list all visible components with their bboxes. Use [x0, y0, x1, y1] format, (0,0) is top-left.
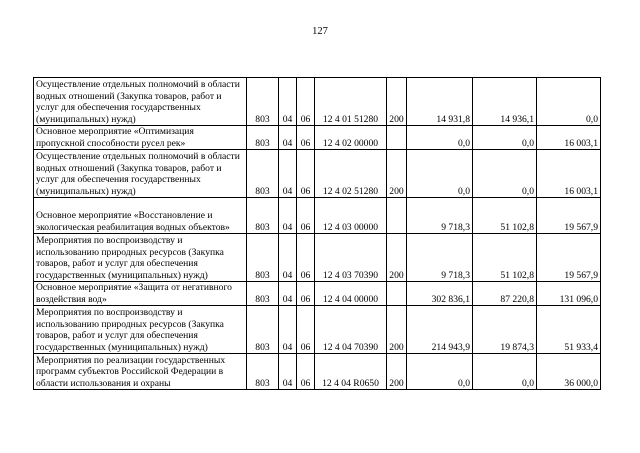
section-code-cell: 04 [279, 126, 297, 150]
expense-type-cell [387, 282, 407, 306]
amount-year2-cell: 0,0 [473, 354, 537, 390]
row-name-cell: Мероприятия по воспроизводству и использованию природных ресурсов (Закупка товаров, работ и услуг для обеспечения государственных (муниципальных) нужд) [34, 306, 247, 354]
subsection-code-cell: 06 [297, 306, 315, 354]
target-article-cell: 12 4 03 70390 [315, 234, 387, 282]
amount-year3-cell: 0,0 [537, 78, 601, 126]
subsection-code-cell: 06 [297, 354, 315, 390]
ministry-code-cell: 803 [247, 126, 279, 150]
row-name-cell: Мероприятия по воспроизводству и использованию природных ресурсов (Закупка товаров, работ и услуг для обеспечения государственных (муниципальных) нужд) [34, 234, 247, 282]
section-code-cell: 04 [279, 306, 297, 354]
amount-year2-cell: 87 220,8 [473, 282, 537, 306]
ministry-code-cell: 803 [247, 234, 279, 282]
subsection-code-cell: 06 [297, 234, 315, 282]
row-name-cell: Осуществление отдельных полномочий в области водных отношений (Закупка товаров, работ и услуг для обеспечения государственных (муниципальных) нужд) [34, 78, 247, 126]
section-code-cell: 04 [279, 354, 297, 390]
target-article-cell: 12 4 02 00000 [315, 126, 387, 150]
target-article-cell: 12 4 03 00000 [315, 198, 387, 234]
amount-year2-cell: 51 102,8 [473, 198, 537, 234]
target-article-cell: 12 4 04 70390 [315, 306, 387, 354]
amount-year3-cell: 131 096,0 [537, 282, 601, 306]
amount-year3-cell: 19 567,9 [537, 198, 601, 234]
subsection-code-cell: 06 [297, 282, 315, 306]
amount-year3-cell: 36 000,0 [537, 354, 601, 390]
subsection-code-cell: 06 [297, 150, 315, 198]
row-name-cell: Основное мероприятие «Восстановление и экологическая реабилитация водных объектов» [34, 198, 247, 234]
amount-year1-cell: 0,0 [407, 150, 473, 198]
table-row [34, 282, 601, 306]
amount-year2-cell: 19 874,3 [473, 306, 537, 354]
row-name-cell: Осуществление отдельных полномочий в области водных отношений (Закупка товаров, работ и услуг для обеспечения государственных (муниципальных) нужд) [34, 150, 247, 198]
table-row [34, 78, 601, 126]
ministry-code-cell: 803 [247, 150, 279, 198]
amount-year3-cell: 16 003,1 [537, 126, 601, 150]
table-row [34, 198, 601, 234]
amount-year1-cell: 14 931,8 [407, 78, 473, 126]
target-article-cell: 12 4 02 51280 [315, 150, 387, 198]
target-article-cell: 12 4 04 00000 [315, 282, 387, 306]
expense-type-cell [387, 126, 407, 150]
target-article-cell: 12 4 01 51280 [315, 78, 387, 126]
table-row [34, 234, 601, 282]
amount-year1-cell: 0,0 [407, 126, 473, 150]
table-row [34, 126, 601, 150]
subsection-code-cell: 06 [297, 198, 315, 234]
subsection-code-cell: 06 [297, 126, 315, 150]
table-row [34, 354, 601, 390]
expense-type-cell: 200 [387, 78, 407, 126]
amount-year1-cell: 0,0 [407, 354, 473, 390]
amount-year3-cell: 19 567,9 [537, 234, 601, 282]
amount-year1-cell: 302 836,1 [407, 282, 473, 306]
amount-year1-cell: 214 943,9 [407, 306, 473, 354]
amount-year2-cell: 0,0 [473, 126, 537, 150]
amount-year1-cell: 9 718,3 [407, 234, 473, 282]
expense-type-cell: 200 [387, 150, 407, 198]
row-name-cell: Основное мероприятие «Защита от негативного воздействия вод» [34, 282, 247, 306]
section-code-cell: 04 [279, 150, 297, 198]
amount-year2-cell: 51 102,8 [473, 234, 537, 282]
expense-type-cell [387, 198, 407, 234]
amount-year2-cell: 0,0 [473, 150, 537, 198]
budget-table [33, 77, 601, 390]
amount-year3-cell: 16 003,1 [537, 150, 601, 198]
expense-type-cell: 200 [387, 306, 407, 354]
section-code-cell: 04 [279, 78, 297, 126]
ministry-code-cell: 803 [247, 306, 279, 354]
table-row [34, 306, 601, 354]
table-row [34, 150, 601, 198]
section-code-cell: 04 [279, 234, 297, 282]
amount-year1-cell: 9 718,3 [407, 198, 473, 234]
target-article-cell: 12 4 04 R0650 [315, 354, 387, 390]
ministry-code-cell: 803 [247, 282, 279, 306]
amount-year2-cell: 14 936,1 [473, 78, 537, 126]
ministry-code-cell: 803 [247, 354, 279, 390]
ministry-code-cell: 803 [247, 78, 279, 126]
page-number: 127 [312, 26, 328, 37]
ministry-code-cell: 803 [247, 198, 279, 234]
expense-type-cell: 200 [387, 354, 407, 390]
section-code-cell: 04 [279, 198, 297, 234]
row-name-cell: Мероприятия по реализации государственных программ субъектов Российской Федерации в области использования и охраны [34, 354, 247, 390]
subsection-code-cell: 06 [297, 78, 315, 126]
row-name-cell: Основное мероприятие «Оптимизация пропускной способности русел рек» [34, 126, 247, 150]
amount-year3-cell: 51 933,4 [537, 306, 601, 354]
expense-type-cell: 200 [387, 234, 407, 282]
section-code-cell: 04 [279, 282, 297, 306]
